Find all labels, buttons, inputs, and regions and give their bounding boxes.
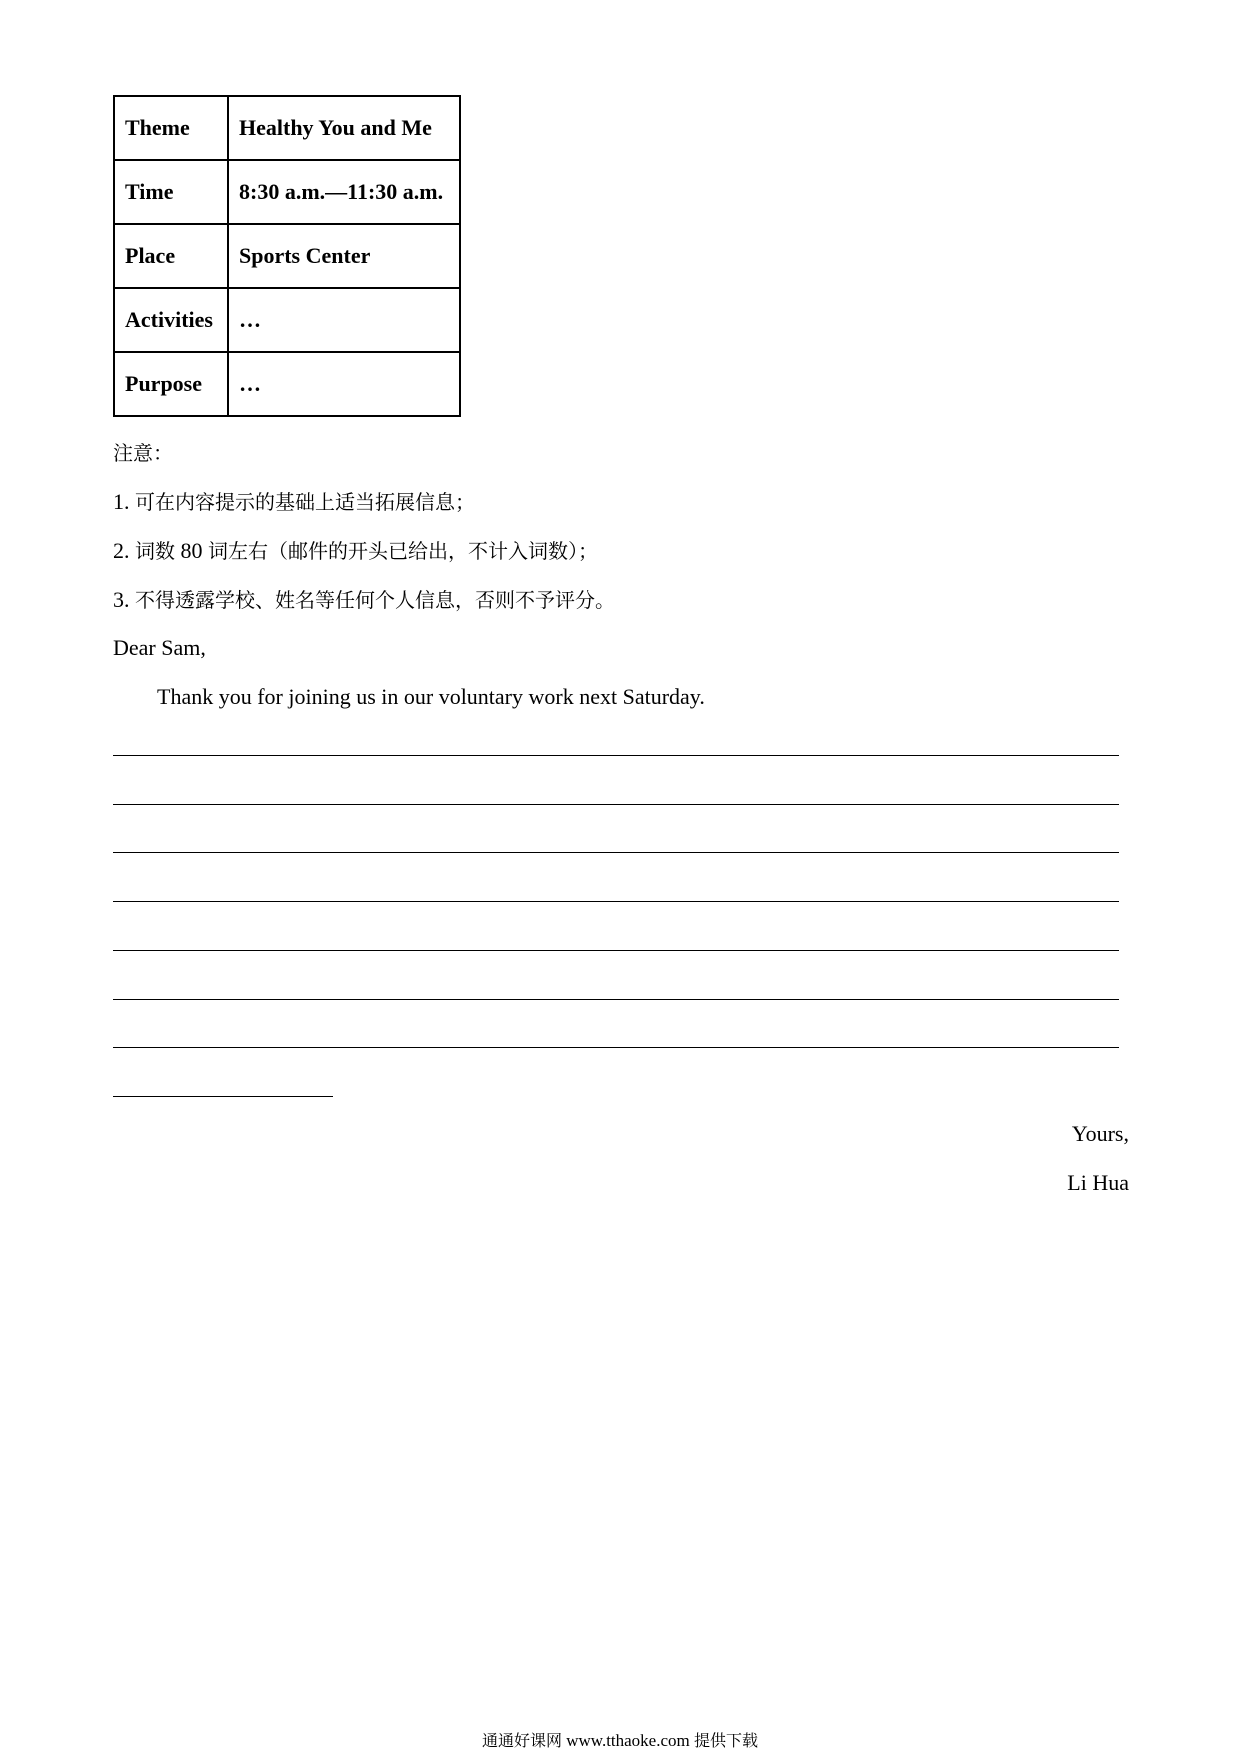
table-value-activities: …: [228, 288, 460, 352]
note-text: 不得透露学校、姓名等任何个人信息，否则不予评分。: [135, 588, 615, 612]
table-label-time: Time: [114, 160, 228, 224]
table-label-theme: Theme: [114, 96, 228, 160]
note-number: 3.: [113, 587, 130, 612]
letter-closing: Yours,: [1071, 1121, 1129, 1146]
table-value-theme: Healthy You and Me: [228, 96, 460, 160]
letter-greeting: Dear Sam,: [113, 635, 206, 660]
note-number: 1.: [113, 489, 130, 514]
note-text: 可在内容提示的基础上适当拓展信息；: [135, 490, 475, 514]
table-row: [114, 352, 460, 416]
notes-heading: 注意：: [113, 441, 173, 465]
note-item-1: [113, 488, 475, 516]
table-row: [114, 224, 460, 288]
writing-line: [113, 852, 1119, 853]
note-item-3: [113, 586, 615, 614]
info-table: [113, 95, 461, 417]
writing-line: [113, 950, 1119, 951]
table-value-place: Sports Center: [228, 224, 460, 288]
writing-line: [113, 1047, 1119, 1048]
table-row: [114, 288, 460, 352]
writing-line-short: [113, 1096, 333, 1097]
note-item-2: [113, 537, 598, 565]
table-row: [114, 96, 460, 160]
writing-line: [113, 901, 1119, 902]
note-text: 词数: [135, 539, 175, 563]
table-label-activities: Activities: [114, 288, 228, 352]
note-text: 词左右（邮件的开头已给出，不计入词数）；: [208, 539, 598, 563]
writing-line: [113, 999, 1119, 1000]
footer-site-name: 通通好课网: [481, 1731, 562, 1750]
note-number: 2.: [113, 538, 130, 563]
footer-url[interactable]: www.tthaoke.com: [566, 1731, 690, 1750]
letter-opening: Thank you for joining us in our voluntary work next Saturday.: [157, 684, 705, 709]
letter-signature: Li Hua: [1067, 1170, 1129, 1195]
footer-suffix: 提供下载: [694, 1731, 759, 1750]
word-count: 80: [180, 538, 203, 563]
writing-line: [113, 804, 1119, 805]
writing-line: [113, 755, 1119, 756]
table-label-purpose: Purpose: [114, 352, 228, 416]
page-footer: [0, 1728, 1240, 1751]
table-value-purpose: …: [228, 352, 460, 416]
table-label-place: Place: [114, 224, 228, 288]
table-row: [114, 160, 460, 224]
table-value-time: 8:30 a.m.—11:30 a.m.: [228, 160, 460, 224]
